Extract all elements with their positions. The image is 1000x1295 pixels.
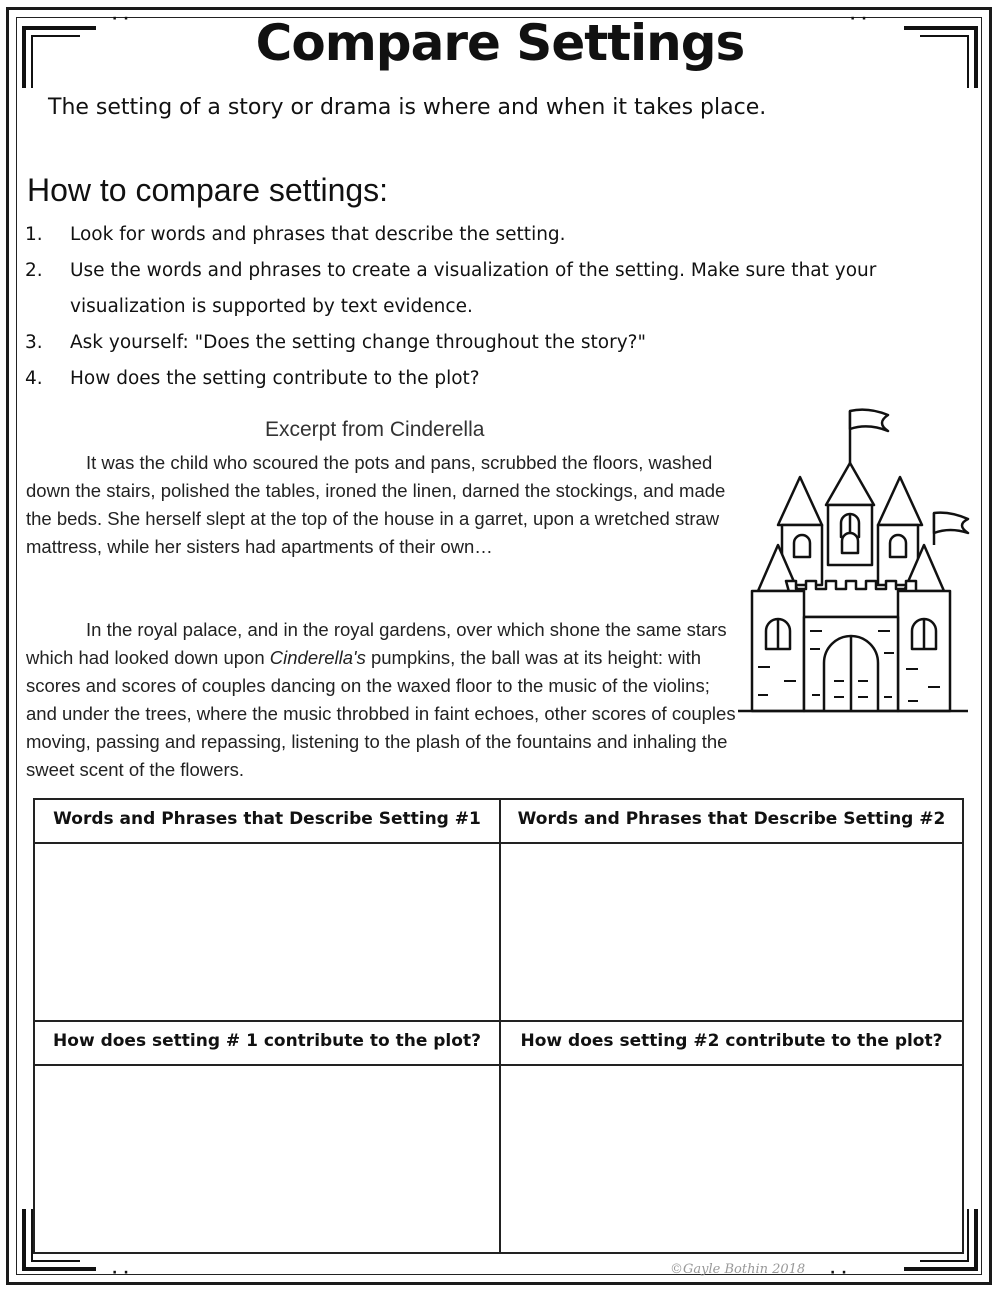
step-number: 2. [25, 260, 43, 281]
answer-cell-plot-2[interactable] [501, 1066, 962, 1252]
setting-definition: The setting of a story or drama is where and when it takes place. [48, 95, 767, 120]
border-dots-top-right: ·· [850, 11, 873, 27]
excerpt-paragraph-1: It was the child who scoured the pots and pans, scrubbed the floors, washed down the stairs, polished the tables, ironed the linen, darned the stockings, and made the beds. She herself slept at the top of the house in a garret, upon a wretched straw mattress, while her sisters had apartments of their own… [26, 452, 726, 557]
excerpt-paragraph-2-end: pumpkins, the ball was at its height: with scores and scores of couples dancing on the waxed floor to the music of the violins; and under the trees, where the music throbbed in faint echoes, other scores of couples moving, passing and repassing, listening to the plash of the fountains and inhaling the sweet scent of the flowers. [26, 647, 736, 780]
excerpt-paragraph-2 [26, 616, 742, 784]
step-text: Look for words and phrases that describe the setting. [70, 224, 566, 245]
excerpt-title: Excerpt from Cinderella [265, 418, 485, 441]
answer-cell-setting-2[interactable] [501, 844, 962, 1020]
border-dots-bottom-left: ·· [112, 1265, 135, 1281]
page-title: Compare Settings [255, 14, 745, 72]
answer-cell-plot-1[interactable] [35, 1066, 499, 1252]
list-item [25, 253, 965, 325]
excerpt-paragraph-2-start: In the royal palace, and in the royal gardens, over which shone the same stars which had looked down upon [26, 619, 727, 668]
table-header-setting-1: Words and Phrases that Describe Setting #1 [53, 809, 481, 829]
step-number: 3. [25, 332, 43, 353]
step-text: Use the words and phrases to create a visualization of the setting. Make sure that your visualization is supported by text evidence. [70, 260, 877, 317]
excerpt-paragraph-2-italic: Cinderella's [269, 647, 366, 668]
step-text: How does the setting contribute to the plot? [70, 368, 480, 389]
castle-icon [738, 405, 973, 725]
step-number: 1. [25, 224, 43, 245]
border-dots-top-left: ·· [112, 11, 135, 27]
list-item [25, 217, 965, 253]
answer-cell-setting-1[interactable] [35, 844, 499, 1020]
table-header-setting-2: Words and Phrases that Describe Setting #2 [517, 809, 946, 829]
list-item [25, 325, 965, 361]
author-signature: ©Gayle Bothin 2018 [670, 1262, 806, 1277]
list-item [25, 361, 965, 397]
table-header-plot-2: How does setting #2 contribute to the plot? [520, 1031, 943, 1051]
step-number: 4. [25, 368, 43, 389]
comparison-table [33, 798, 964, 1254]
border-dots-bottom-right: ·· [830, 1265, 853, 1281]
steps-list [25, 217, 965, 397]
step-text: Ask yourself: "Does the setting change throughout the story?" [70, 332, 647, 353]
table-divider [35, 1020, 962, 1022]
table-header-plot-1: How does setting # 1 contribute to the plot? [53, 1031, 481, 1051]
how-to-heading: How to compare settings: [27, 172, 389, 208]
